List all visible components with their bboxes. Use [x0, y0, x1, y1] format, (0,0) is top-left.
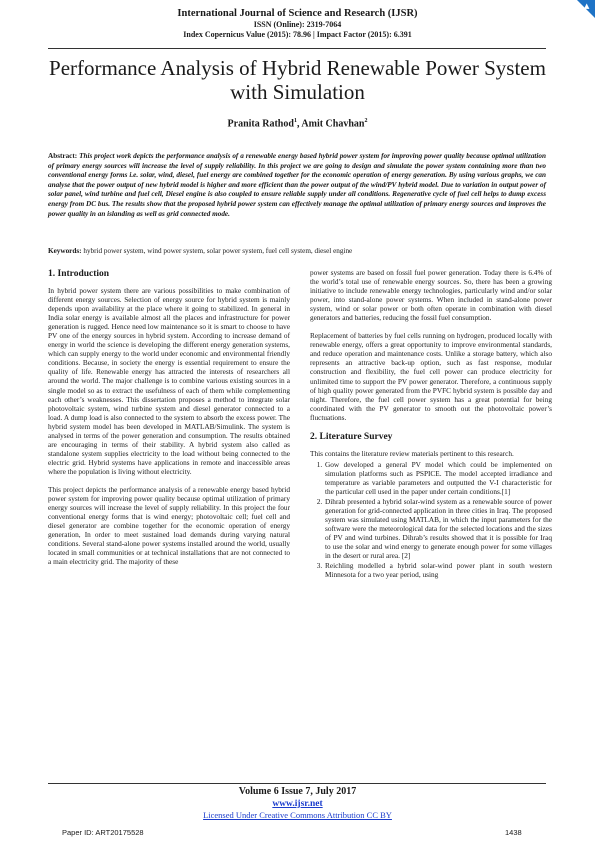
author-line — [0, 118, 595, 129]
abstract-label: Abstract: — [48, 152, 78, 160]
keywords — [48, 247, 546, 256]
footer-volume: Volume 6 Issue 7, July 2017 — [238, 786, 357, 797]
section-heading-literature-survey: 2. Literature Survey — [310, 431, 393, 442]
literature-list — [310, 460, 552, 580]
chevron-up-icon[interactable]: ▲ — [584, 2, 590, 10]
keywords-label: Keywords: — [48, 247, 82, 255]
author-name: Amit Chavhan — [301, 118, 365, 130]
paragraph: power systems are based on fossil fuel power generation. Today there is 6.4% of the world’s total use of renewable energy sources. So, there has been a growing initiative to include renewable energy technologies, particularly wind and/or solar power, into stand-alone power systems. When included in stand-alone power system, wind or solar power or both often operate in combination with diesel generators and batteries, reducing the fossil fuel consumption. — [310, 268, 552, 323]
paragraph: This contains the literature review materials pertinent to this research. — [310, 448, 514, 458]
list-item: 3. Reichling modelled a hybrid solar-wind power plant in south western Minnesota for a two year period, using — [324, 561, 552, 579]
header-divider — [48, 48, 546, 49]
paragraph: This project depicts the performance analysis of a renewable energy based hybrid power system for improving power quality because optimal utilization of primary energy sources will increase the level of supply reliability. In this project the four conventional energy forms that is wind energy; photovoltaic cell; fuel cell and diesel generator are combine together for the economic operation of energy generation, In order to meet sustained load demands during varying natural conditions. Several stand-alone power systems installed around the world, usually located in small communities or at technical installations that are not connected to a main electricity grid. The majority of these — [48, 484, 290, 567]
journal-issn: ISSN (Online): 2319-7064 — [253, 20, 342, 29]
journal-index: Index Copernicus Value (2015): 78.96 | Impact Factor (2015): 6.391 — [183, 30, 412, 39]
column-right — [310, 268, 552, 580]
abstract-text: This project work depicts the performance analysis of a renewable energy based hybrid power system for improving power quality because optimal utilization of primary energy sources will increase the level of supply reliability. In this project we are going to design and simulate the power system containing more than two conventional energy forms i.e. solar, wind, diesel, fuel energy are combined together for the economic operation of energy generation. By using various graphs, we can analyse that the power output of new hybrid model is higher and more efficient than the power output of the wind/PV hybrid model. Due to variation in output power of solar panel, wind turbine and fuel cell, Diesel engine is also coupled to ensure reliable supply under all conditions. Regenerative cycle of fuel cell helps to dump excess energy from DC bus. The results show that the proposed hybrid power system can effectively manage the optimal utilization of primary energy sources and improves the power quality in an islanding as well as grid connected mode. — [48, 152, 547, 218]
footer-site-link[interactable]: www.ijsr.net — [272, 799, 323, 809]
paragraph: In hybrid power system there are various possibilities to make combination of different energy sources. Selection of energy source for hybrid system is mainly depends upon availability at the place where it going to stabilized. In general in India solar energy is available almost all the places and infrastructure for power generation is rugged. Hence need low maintenance so it is smart to choose to have PV one of the energy sources in hybrid system. According to increase demand of energy in world the science is developing the different energy generation systems, which can supply energy to the world under economic and environmental friendly conditions. Because, in society the energy is essential requirement to ensure the quality of life. Renewable energy has attracted the interests of researchers all around the world. The major challenge is to combine various existing sources in a single model so as to extract the usefulness of each of them while complementing each other’s weaknesses. This dissertation proposes a method to integrate solar photovoltaic system, wind turbine system and diesel generator connected to a load. A dump load is also connected to the system to absorb the excess power. The hybrid system model has been developed in MATLAB/Simulink. The system is analysed in terms of the power generation and consumption. The results obtained are encouraging in terms of their stability. A hybrid system also called as standalone system supplies electricity to the load without being connected to the electric grid. Hybrid systems have applications in remote and inaccessible areas where the population is living without electricity. — [48, 286, 290, 476]
abstract — [48, 152, 546, 219]
journal-header — [0, 8, 595, 40]
list-item: 2. Dihrab presented a hybrid solar-wind system as a renewable source of power generation for grid-connected application in three cities in Iraq. The proposed system was simulated using MATLAB, in which the input parameters for the software were the meteorological data for the selected locations and the sizes of PV and wind turbines. Dihrab’s results showed that it is possible for Iraq to use the solar and wind energy to generate enough power for some villages in the desert or rural area. [2] — [324, 497, 552, 560]
author-name: Pranita Rathod — [227, 118, 294, 130]
footer-license-link[interactable]: Licensed Under Creative Commons Attribution CC BY — [203, 810, 392, 820]
author-affiliation-mark: 1 — [293, 118, 297, 124]
column-left — [48, 268, 290, 575]
author-affiliation-mark: 2 — [364, 118, 368, 124]
footer-divider — [48, 783, 546, 784]
page-number: 1438 — [505, 828, 522, 837]
paper-title: Performance Analysis of Hybrid Renewable Power System with Simulation — [49, 56, 546, 104]
journal-title: International Journal of Science and Research (IJSR) — [177, 8, 418, 19]
section-heading-introduction: 1. Introduction — [48, 269, 110, 279]
footer — [0, 786, 595, 821]
paragraph: Replacement of batteries by fuel cells running on hydrogen, produced locally with renewable energy, offers a great opportunity to improve environmental standards, and reduce operation and maintenance costs. Unlike a storage battery, which also represents an attractive back-up option, such as fast response, modular construction and flexibility, the fuel cell power can produce electricity for unlimited time to support the PV power generator. Therefore, a continuous supply of high quality power generated from the PVFC hybrid system is possible day and night. Therefore, the fuel cell power system has a great potential for being coordinated with the PV generator to smooth out the photovoltaic power’s fluctuations. — [310, 331, 552, 422]
list-item: 1. Gow developed a general PV model which could be implemented on simulation platforms such as PSPICE. The model accepted irradiance and temperature as variable parameters and outputted the V-I characteristic for the particular cell used in the paper under certain conditions.[1] — [324, 460, 552, 496]
keywords-text: hybrid power system, wind power system, solar power system, fuel cell system, diesel engine — [83, 247, 353, 255]
author-separator: , — [296, 118, 302, 130]
paper-id: Paper ID: ART20175528 — [62, 828, 144, 837]
